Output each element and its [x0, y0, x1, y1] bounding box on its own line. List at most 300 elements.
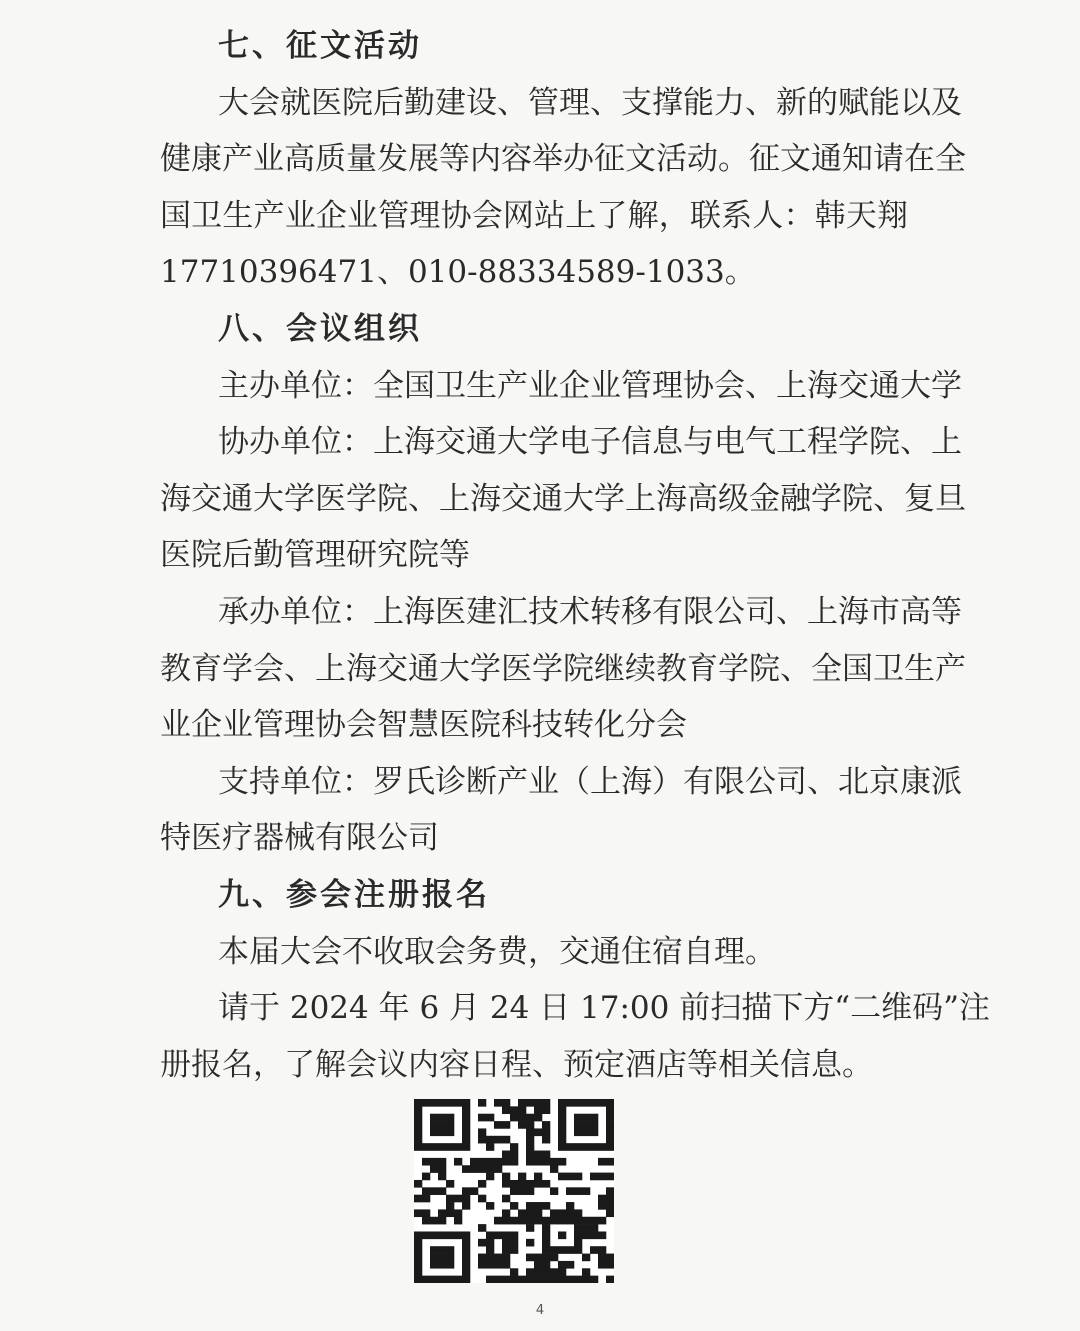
register-line-1: 请于 2024 年 6 月 24 日 17:00 前扫描下方“二维码”注	[218, 990, 990, 1027]
qr-module	[534, 1254, 542, 1262]
qr-module	[446, 1099, 454, 1107]
qr-module	[566, 1209, 574, 1217]
qr-module	[526, 1121, 534, 1129]
qr-module	[598, 1231, 606, 1239]
qr-module	[534, 1268, 542, 1276]
qr-module	[598, 1143, 606, 1151]
qr-module	[582, 1128, 590, 1136]
qr-module	[414, 1254, 422, 1262]
qr-module	[582, 1224, 590, 1232]
qr-module	[526, 1254, 534, 1262]
qr-module	[446, 1114, 454, 1122]
qr-module	[598, 1099, 606, 1107]
section-9-heading: 九、参会注册报名	[218, 876, 490, 913]
section-7-line-4: 17710396471、010-88334589-1033。	[160, 254, 756, 291]
qr-module	[462, 1128, 470, 1136]
qr-module	[502, 1254, 510, 1262]
qr-module	[430, 1261, 438, 1269]
qr-module	[526, 1209, 534, 1217]
qr-module	[582, 1254, 590, 1262]
qr-module	[582, 1217, 590, 1225]
qr-module	[606, 1195, 614, 1203]
qr-module	[422, 1209, 430, 1217]
qr-module	[510, 1217, 518, 1225]
qr-module	[590, 1231, 598, 1239]
qr-module	[606, 1209, 614, 1217]
qr-module	[590, 1099, 598, 1107]
qr-module	[526, 1136, 534, 1144]
qr-module	[590, 1246, 598, 1254]
qr-module	[478, 1136, 486, 1144]
qr-module	[558, 1121, 566, 1129]
qr-module	[542, 1231, 550, 1239]
qr-module	[574, 1143, 582, 1151]
co-host-units-line-2: 海交通大学医学院、上海交通大学上海高级金融学院、复旦	[160, 480, 966, 517]
qr-module	[462, 1187, 470, 1195]
fee-line: 本届大会不收取会务费，交通住宿自理。	[218, 933, 776, 970]
qr-module	[446, 1121, 454, 1129]
qr-module	[430, 1165, 438, 1173]
qr-module	[574, 1246, 582, 1254]
qr-module	[494, 1099, 502, 1107]
qr-module	[422, 1143, 430, 1151]
qr-module	[414, 1128, 422, 1136]
qr-module	[510, 1106, 518, 1114]
qr-module	[590, 1143, 598, 1151]
qr-module	[566, 1187, 574, 1195]
qr-module	[414, 1195, 422, 1203]
qr-module	[462, 1136, 470, 1144]
qr-module	[430, 1158, 438, 1166]
qr-module	[462, 1195, 470, 1203]
qr-module	[558, 1268, 566, 1276]
qr-module	[574, 1276, 582, 1283]
qr-module	[502, 1158, 510, 1166]
qr-module	[566, 1246, 574, 1254]
qr-module	[534, 1106, 542, 1114]
qr-module	[526, 1143, 534, 1151]
qr-module	[526, 1239, 534, 1247]
qr-module	[590, 1276, 598, 1283]
qr-module	[558, 1099, 566, 1107]
qr-module	[478, 1254, 486, 1262]
qr-module	[550, 1217, 558, 1225]
qr-module	[414, 1180, 422, 1188]
qr-module	[582, 1268, 590, 1276]
qr-module	[518, 1217, 526, 1225]
qr-module	[574, 1231, 582, 1239]
qr-module	[542, 1202, 550, 1210]
qr-module	[430, 1217, 438, 1225]
qr-module	[518, 1121, 526, 1129]
qr-module	[502, 1261, 510, 1269]
qr-module	[446, 1261, 454, 1269]
qr-module	[414, 1121, 422, 1129]
qr-module	[582, 1121, 590, 1129]
page-number: 4	[535, 1303, 545, 1318]
qr-module	[462, 1261, 470, 1269]
qr-module	[438, 1209, 446, 1217]
qr-module	[454, 1158, 462, 1166]
qr-module	[502, 1195, 510, 1203]
qr-module	[534, 1180, 542, 1188]
qr-module	[590, 1114, 598, 1122]
qr-module	[606, 1128, 614, 1136]
qr-module	[542, 1136, 550, 1144]
qr-module	[454, 1099, 462, 1107]
qr-module	[438, 1217, 446, 1225]
section-8-heading: 八、会议组织	[218, 310, 422, 347]
qr-module	[414, 1239, 422, 1247]
qr-module	[534, 1261, 542, 1269]
qr-module	[478, 1128, 486, 1136]
organizer-units-line-1: 承办单位：上海医建汇技术转移有限公司、上海市高等	[218, 593, 962, 630]
qr-module	[582, 1276, 590, 1283]
qr-module	[566, 1099, 574, 1107]
qr-module	[598, 1195, 606, 1203]
qr-module	[518, 1099, 526, 1107]
qr-module	[486, 1239, 494, 1247]
qr-module	[462, 1276, 470, 1283]
qr-module	[526, 1268, 534, 1276]
qr-module	[454, 1231, 462, 1239]
qr-module	[534, 1151, 542, 1159]
qr-module	[486, 1276, 494, 1283]
qr-module	[558, 1173, 566, 1181]
qr-module	[486, 1136, 494, 1144]
qr-module	[494, 1136, 502, 1144]
co-host-units-line-3: 医院后勤管理研究院等	[160, 537, 470, 574]
qr-module	[574, 1128, 582, 1136]
qr-module	[550, 1187, 558, 1195]
qr-module	[486, 1246, 494, 1254]
qr-module	[598, 1246, 606, 1254]
qr-module	[502, 1209, 510, 1217]
qr-module	[534, 1099, 542, 1107]
qr-module	[542, 1261, 550, 1269]
qr-module	[542, 1128, 550, 1136]
qr-module	[606, 1261, 614, 1269]
qr-code-icon[interactable]	[414, 1099, 614, 1283]
qr-module	[558, 1246, 566, 1254]
qr-module	[438, 1276, 446, 1283]
qr-module	[438, 1261, 446, 1269]
qr-module	[518, 1276, 526, 1283]
qr-module	[518, 1180, 526, 1188]
qr-module	[534, 1158, 542, 1166]
qr-module	[502, 1217, 510, 1225]
qr-module	[414, 1231, 422, 1239]
qr-module	[526, 1217, 534, 1225]
qr-module	[422, 1195, 430, 1203]
qr-module	[438, 1121, 446, 1129]
qr-module	[422, 1173, 430, 1181]
qr-module	[438, 1187, 446, 1195]
qr-module	[550, 1254, 558, 1262]
qr-module	[478, 1224, 486, 1232]
qr-module	[494, 1121, 502, 1129]
qr-module	[510, 1143, 518, 1151]
qr-module	[462, 1099, 470, 1107]
qr-module	[494, 1158, 502, 1166]
qr-module	[558, 1276, 566, 1283]
qr-module	[574, 1217, 582, 1225]
qr-module	[558, 1143, 566, 1151]
qr-module	[454, 1276, 462, 1283]
section-7-line-3: 国卫生产业企业管理协会网站上了解，联系人：韩天翔	[160, 197, 908, 234]
qr-module	[430, 1099, 438, 1107]
qr-module	[438, 1114, 446, 1122]
qr-module	[414, 1246, 422, 1254]
qr-module	[446, 1180, 454, 1188]
qr-module	[486, 1158, 494, 1166]
qr-module	[502, 1239, 510, 1247]
qr-module	[526, 1151, 534, 1159]
qr-module	[446, 1246, 454, 1254]
qr-module	[582, 1187, 590, 1195]
qr-module	[470, 1165, 478, 1173]
qr-module	[510, 1187, 518, 1195]
qr-module	[574, 1114, 582, 1122]
qr-module	[558, 1231, 566, 1239]
qr-module	[542, 1106, 550, 1114]
section-7-line-1: 大会就医院后勤建设、管理、支撑能力、新的赋能以及	[218, 84, 962, 121]
qr-module	[446, 1195, 454, 1203]
qr-module	[414, 1143, 422, 1151]
qr-module	[502, 1246, 510, 1254]
qr-module	[518, 1173, 526, 1181]
qr-module	[558, 1217, 566, 1225]
qr-module	[430, 1246, 438, 1254]
qr-module	[462, 1106, 470, 1114]
qr-module	[494, 1276, 502, 1283]
qr-module	[550, 1268, 558, 1276]
qr-module	[574, 1173, 582, 1181]
qr-module	[574, 1099, 582, 1107]
qr-module	[558, 1158, 566, 1166]
qr-module	[510, 1180, 518, 1188]
qr-module	[486, 1254, 494, 1262]
qr-module	[438, 1165, 446, 1173]
qr-module	[598, 1254, 606, 1262]
qr-module	[526, 1202, 534, 1210]
qr-module	[510, 1202, 518, 1210]
qr-module	[558, 1106, 566, 1114]
qr-module	[454, 1217, 462, 1225]
qr-module	[518, 1187, 526, 1195]
qr-module	[470, 1187, 478, 1195]
qr-module	[494, 1165, 502, 1173]
qr-module	[470, 1158, 478, 1166]
qr-module	[542, 1246, 550, 1254]
section-7-heading: 七、征文活动	[218, 28, 422, 64]
register-line-2: 册报名，了解会议内容日程、预定酒店等相关信息。	[160, 1046, 873, 1083]
qr-module	[566, 1261, 574, 1269]
qr-module	[422, 1099, 430, 1107]
qr-module	[542, 1158, 550, 1166]
qr-module	[566, 1217, 574, 1225]
qr-module	[510, 1276, 518, 1283]
qr-module	[454, 1143, 462, 1151]
qr-module	[446, 1276, 454, 1283]
qr-module	[430, 1254, 438, 1262]
host-units-line: 主办单位：全国卫生产业企业管理协会、上海交通大学	[218, 367, 962, 404]
qr-module	[438, 1099, 446, 1107]
qr-module	[414, 1106, 422, 1114]
qr-module	[582, 1231, 590, 1239]
qr-module	[598, 1202, 606, 1210]
qr-module	[574, 1239, 582, 1247]
qr-module	[422, 1158, 430, 1166]
qr-module	[462, 1121, 470, 1129]
document-body	[160, 18, 990, 1093]
qr-module	[534, 1114, 542, 1122]
qr-module	[606, 1276, 614, 1283]
qr-module	[502, 1173, 510, 1181]
qr-module	[478, 1158, 486, 1166]
qr-module	[606, 1106, 614, 1114]
qr-module	[558, 1209, 566, 1217]
qr-module	[430, 1187, 438, 1195]
qr-module	[526, 1224, 534, 1232]
qr-module	[582, 1143, 590, 1151]
qr-module	[430, 1143, 438, 1151]
qr-module	[558, 1261, 566, 1269]
qr-module	[526, 1099, 534, 1107]
qr-module	[446, 1254, 454, 1262]
qr-module	[566, 1143, 574, 1151]
qr-module	[526, 1180, 534, 1188]
qr-module	[558, 1128, 566, 1136]
qr-module	[566, 1276, 574, 1283]
qr-module	[526, 1276, 534, 1283]
qr-module	[462, 1246, 470, 1254]
qr-module	[438, 1246, 446, 1254]
qr-module	[542, 1276, 550, 1283]
qr-module	[542, 1239, 550, 1247]
qr-module	[606, 1099, 614, 1107]
qr-module	[486, 1165, 494, 1173]
qr-module	[462, 1231, 470, 1239]
qr-module	[510, 1114, 518, 1122]
qr-module	[510, 1268, 518, 1276]
qr-module	[542, 1217, 550, 1225]
qr-module	[446, 1209, 454, 1217]
qr-module	[550, 1246, 558, 1254]
qr-module	[462, 1254, 470, 1262]
qr-module	[422, 1187, 430, 1195]
qr-module	[478, 1114, 486, 1122]
qr-module	[414, 1261, 422, 1269]
qr-module	[510, 1239, 518, 1247]
qr-module	[542, 1151, 550, 1159]
qr-module	[438, 1158, 446, 1166]
qr-module	[574, 1224, 582, 1232]
qr-module	[606, 1136, 614, 1144]
qr-module	[430, 1114, 438, 1122]
qr-module	[502, 1106, 510, 1114]
qr-module	[414, 1276, 422, 1283]
qr-module	[598, 1261, 606, 1269]
qr-module	[486, 1202, 494, 1210]
qr-module	[518, 1114, 526, 1122]
qr-module	[486, 1231, 494, 1239]
qr-module	[518, 1209, 526, 1217]
qr-module	[590, 1224, 598, 1232]
qr-module	[542, 1224, 550, 1232]
qr-module	[430, 1231, 438, 1239]
qr-module	[606, 1187, 614, 1195]
qr-module	[606, 1202, 614, 1210]
qr-module	[550, 1165, 558, 1173]
qr-module	[502, 1151, 510, 1159]
qr-module	[414, 1268, 422, 1276]
qr-module	[502, 1276, 510, 1283]
qr-module	[502, 1099, 510, 1107]
qr-module	[462, 1143, 470, 1151]
qr-module	[510, 1151, 518, 1159]
qr-module	[486, 1261, 494, 1269]
qr-module	[478, 1195, 486, 1203]
qr-module	[542, 1180, 550, 1188]
qr-module	[438, 1231, 446, 1239]
qr-module	[430, 1128, 438, 1136]
supporter-units-line-2: 特医疗器械有限公司	[160, 820, 439, 857]
qr-module	[494, 1231, 502, 1239]
qr-module	[510, 1231, 518, 1239]
qr-module	[478, 1239, 486, 1247]
organizer-units-line-3: 业企业管理协会智慧医院科技转化分会	[160, 707, 687, 744]
qr-module	[414, 1114, 422, 1122]
qr-module	[422, 1276, 430, 1283]
qr-module	[542, 1099, 550, 1107]
qr-module	[454, 1209, 462, 1217]
section-7-line-2: 健康产业高质量发展等内容举办征文活动。征文通知请在全	[160, 141, 966, 178]
qr-module	[590, 1173, 598, 1181]
qr-module	[518, 1106, 526, 1114]
qr-module	[582, 1099, 590, 1107]
qr-module	[598, 1158, 606, 1166]
qr-module	[486, 1143, 494, 1151]
qr-module	[502, 1136, 510, 1144]
qr-module	[526, 1114, 534, 1122]
qr-module	[422, 1217, 430, 1225]
qr-module	[566, 1173, 574, 1181]
qr-module	[606, 1158, 614, 1166]
qr-module	[606, 1121, 614, 1129]
qr-module	[510, 1246, 518, 1254]
qr-module	[574, 1121, 582, 1129]
qr-module	[534, 1217, 542, 1225]
qr-module	[606, 1173, 614, 1181]
qr-module	[462, 1202, 470, 1210]
qr-module	[438, 1173, 446, 1181]
qr-module	[542, 1121, 550, 1129]
qr-module	[446, 1202, 454, 1210]
qr-module	[534, 1209, 542, 1217]
qr-module	[446, 1143, 454, 1151]
qr-module	[558, 1136, 566, 1144]
qr-module	[414, 1099, 422, 1107]
qr-module	[414, 1136, 422, 1144]
co-host-units-line-1: 协办单位：上海交通大学电子信息与电气工程学院、上	[218, 424, 962, 461]
qr-module	[502, 1180, 510, 1188]
qr-module	[542, 1268, 550, 1276]
qr-module	[550, 1209, 558, 1217]
qr-module	[606, 1254, 614, 1262]
qr-module	[558, 1114, 566, 1122]
qr-module	[590, 1128, 598, 1136]
